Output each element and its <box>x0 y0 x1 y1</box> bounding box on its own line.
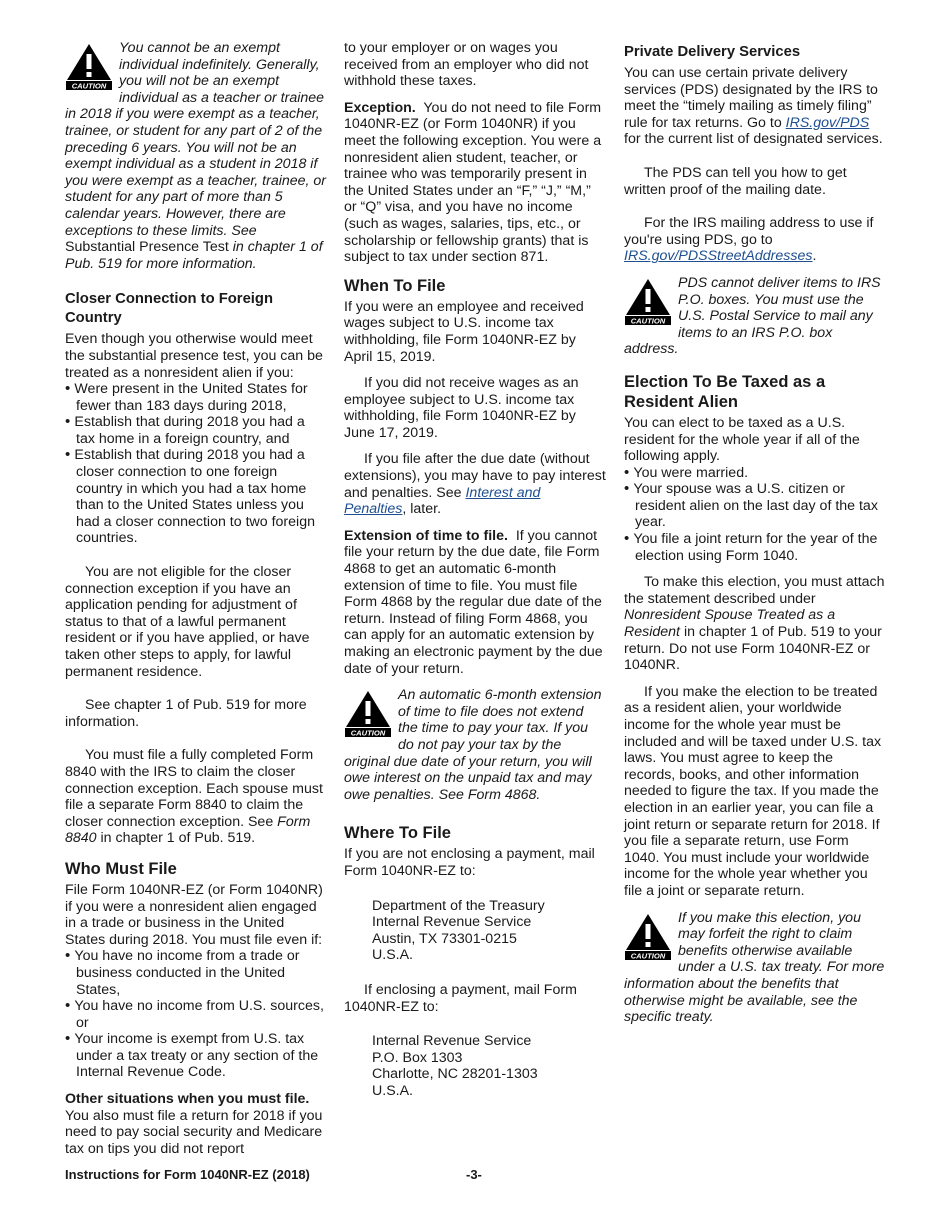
irs-pds-link[interactable]: IRS.gov/PDS <box>785 114 870 131</box>
section-heading-pds: Private Delivery Services <box>624 44 801 60</box>
mailing-address <box>344 898 606 964</box>
list-item: • Establish that during 2018 you had a tax home in a foreign country, and <box>65 414 327 447</box>
caution-text: PDS cannot deliver items to IRS P.O. boxes. You must use the U.S. Postal Service to mail any items to an IRS P.O. box address. <box>624 274 881 358</box>
text: You can use certain private delivery services (PDS) designated by the IRS to meet the “timely mailing as timely filing” rule for tax returns. Go to <box>624 65 878 131</box>
address-line: Austin, TX 73301-0215 <box>372 930 517 947</box>
paragraph: If you make the election to be treated as a resident alien, your worldwide income for the whole year must be included and will be taxed under U.S. tax laws. You must agree to keep the records, books, and other information needed to figure the tax. If you made the election in an earlier year, you can file a joint return or separate return for 2018. If you file a separate return, use Form 1040. You must include your worldwide income for the whole year whether you file a joint or separate return. <box>624 683 882 899</box>
section-heading-who-must-file: Who Must File <box>65 859 177 878</box>
paragraph: The PDS can tell you how to get written proof of the mailing date. <box>624 164 847 198</box>
bullet-list <box>65 948 327 1081</box>
text: , later. <box>402 501 442 518</box>
caution-label: CAUTION <box>630 951 666 961</box>
caution-icon <box>624 278 672 326</box>
text: in chapter 1 of Pub. 519 to your return. Do not use Form 1040NR-EZ or 1040NR. <box>624 624 882 674</box>
paragraph <box>624 215 886 265</box>
mailing-address <box>344 1033 606 1099</box>
text: in chapter 1 of Pub. 519. <box>96 830 256 847</box>
caution-label: CAUTION <box>71 81 107 91</box>
paragraph: If you were an employee and received wages subject to U.S. income tax withholding, file Form 1040NR-EZ by April 15, 2019. <box>344 298 584 365</box>
footer-title: Instructions for Form 1040NR-EZ (2018) <box>65 1167 310 1182</box>
caution-icon <box>344 690 392 738</box>
address-line: P.O. Box 1303 <box>372 1049 463 1066</box>
list-item: • You have no income from a trade or business conducted in the United States, <box>65 948 327 998</box>
paragraph: If enclosing a payment, mail Form 1040NR-EZ to: <box>344 981 577 1015</box>
caution-note <box>624 910 886 1026</box>
bullet-list <box>65 381 327 547</box>
paragraph <box>65 1091 327 1157</box>
run-in-heading: Extension of time to file. <box>344 527 508 544</box>
caution-note <box>65 40 327 272</box>
list-item: • Were present in the United States for fewer than 183 days during 2018, <box>65 381 327 414</box>
text: To make this election, you must attach the statement described under <box>624 574 885 607</box>
section-heading-closer-connection: Closer Connection to Foreign Country <box>65 291 273 327</box>
caution-note <box>624 275 886 358</box>
list-item: • You file a joint return for the year of the election using Form 1040. <box>624 531 886 564</box>
column-left <box>65 40 327 1167</box>
caution-label: CAUTION <box>630 316 666 326</box>
text: for the current list of designated services. <box>624 131 883 148</box>
paragraph <box>344 100 606 266</box>
pds-street-addresses-link[interactable]: IRS.gov/PDSStreetAddresses <box>624 248 813 265</box>
text: You also must file a return for 2018 if you need to pay social security and Medicare tax on tips you did not report <box>65 1107 323 1157</box>
bullet-list <box>624 465 886 565</box>
caution-icon <box>624 913 672 961</box>
caution-icon <box>65 43 113 91</box>
paragraph: You are not eligible for the closer connection exception if you have an application pending for adjustment of status to that of a lawful permanent resident or if you have applied, or have taken other steps to apply, for lawful permanent residence. <box>65 564 310 680</box>
paragraph: Even though you otherwise would meet the substantial presence test, you can be treated as a nonresident alien if you: <box>65 331 323 381</box>
section-heading-where-to-file: Where To File <box>344 824 451 843</box>
caution-text: You cannot be an exempt individual indefinitely. Generally, you will not be an exempt individual as a teacher or trainee in 2018 if you were exempt as a teacher, trainee, or student for any part of 2 of the preceding 6 years. You will not be an exempt individual as a student in 2018 if you were exempt as a teacher, trainee, or student for any part of more than 5 calendar years. However, there are exceptions to these limits. See <box>65 40 327 239</box>
paragraph <box>344 451 606 517</box>
address-line: U.S.A. <box>372 1082 413 1099</box>
address-line: Charlotte, NC 28201-1303 <box>372 1066 538 1083</box>
paragraph: If you did not receive wages as an employee subject to U.S. income tax withholding, file Form 1040NR-EZ by June 17, 2019. <box>344 375 579 441</box>
run-in-heading: Exception. <box>344 99 416 116</box>
paragraph: See chapter 1 of Pub. 519 for more information. <box>65 697 307 730</box>
paragraph: If you are not enclosing a payment, mail Form 1040NR-EZ to: <box>344 846 595 879</box>
section-heading-election: Election To Be Taxed as a Resident Alien <box>624 372 826 411</box>
paragraph: File Form 1040NR-EZ (or Form 1040NR) if you were a nonresident alien engaged in a trade or business in the United States during 2018. You must file even if: <box>65 881 323 948</box>
paragraph <box>624 65 886 148</box>
run-in-heading: Other situations when you must file. <box>65 1091 310 1108</box>
caution-text-end: in chapter 1 of Pub. 519 for more information. <box>65 239 323 272</box>
paragraph <box>65 747 327 847</box>
caution-label: CAUTION <box>350 728 386 738</box>
address-line: Internal Revenue Service <box>372 914 532 931</box>
list-item: • Your income is exempt from U.S. tax under a tax treaty or any section of the Internal Revenue Code. <box>65 1031 327 1081</box>
paragraph <box>624 574 886 674</box>
list-item: • You have no income from U.S. sources, or <box>65 998 327 1031</box>
address-line: U.S.A. <box>372 947 413 964</box>
list-item: • Establish that during 2018 you had a closer connection to one foreign country in which you had a tax home than to the United States unless you had a closer connection to two foreign countries. <box>65 447 327 547</box>
text-ref: Form 8840 <box>65 813 311 847</box>
caution-ref: Substantial Presence Test <box>65 239 229 256</box>
paragraph <box>344 528 606 677</box>
page-number: -3- <box>466 1167 482 1182</box>
caution-text: If you make this election, you may forfeit the right to claim benefits otherwise available under a U.S. tax treaty. For more information about the benefits that otherwise might be available, see the specific treaty. <box>624 909 885 1026</box>
list-item: • Your spouse was a U.S. citizen or resident alien on the last day of the tax year. <box>624 481 886 531</box>
text: If you file after the due date (without extensions), you may have to pay interest and penalties. See <box>344 451 606 501</box>
paragraph: You can elect to be taxed as a U.S. resident for the whole year if all of the following apply. <box>624 414 860 465</box>
text: For the IRS mailing address to use if you're using PDS, go to <box>624 215 874 248</box>
column-right <box>624 40 886 1036</box>
list-item: • You were married. <box>624 465 886 482</box>
address-line: Department of the Treasury <box>372 897 545 914</box>
text: You must file a fully completed Form 8840 with the IRS to claim the closer connection exception. Each spouse must file a separate Form 8840 to claim the closer connection exception. See <box>65 747 323 830</box>
interest-penalties-link[interactable]: Interest and Penalties <box>344 484 541 518</box>
caution-text: An automatic 6-month extension of time to file does not extend the time to pay your tax. If you do not pay your tax by the original due date of your return, you will owe interest on the unpaid tax and may owe penalties. See Form 4868. <box>344 687 602 803</box>
text: You do not need to file Form 1040NR-EZ (or Form 1040NR) if you meet the following exception. You were a nonresident alien student, teacher, or trainee who was temporarily present in the United States under an “F,” “J,” “M,” or “Q” visa, and you have no income (such as wages, salaries, tips, etc., or scholarship or fellowship grants) that is subject to tax under section 871. <box>344 99 602 266</box>
text-ref: Nonresident Spouse Treated as a Resident <box>624 607 836 641</box>
address-line: Internal Revenue Service <box>372 1033 532 1050</box>
paragraph: to your employer or on wages you received from an employer who did not withhold these taxes. <box>344 40 589 90</box>
section-heading-when-to-file: When To File <box>344 276 446 295</box>
caution-note <box>344 687 606 803</box>
column-middle <box>344 40 606 1109</box>
text: . <box>812 248 817 265</box>
text: If you cannot file your return by the due date, file Form 4868 to get an automatic 6-month extension of time to file. You must file Form 4868 by the regular due date of the return. Instead of filing Form 4868, you can apply for an automatic extension by making an electronic payment by the due date of your return. <box>344 527 603 677</box>
